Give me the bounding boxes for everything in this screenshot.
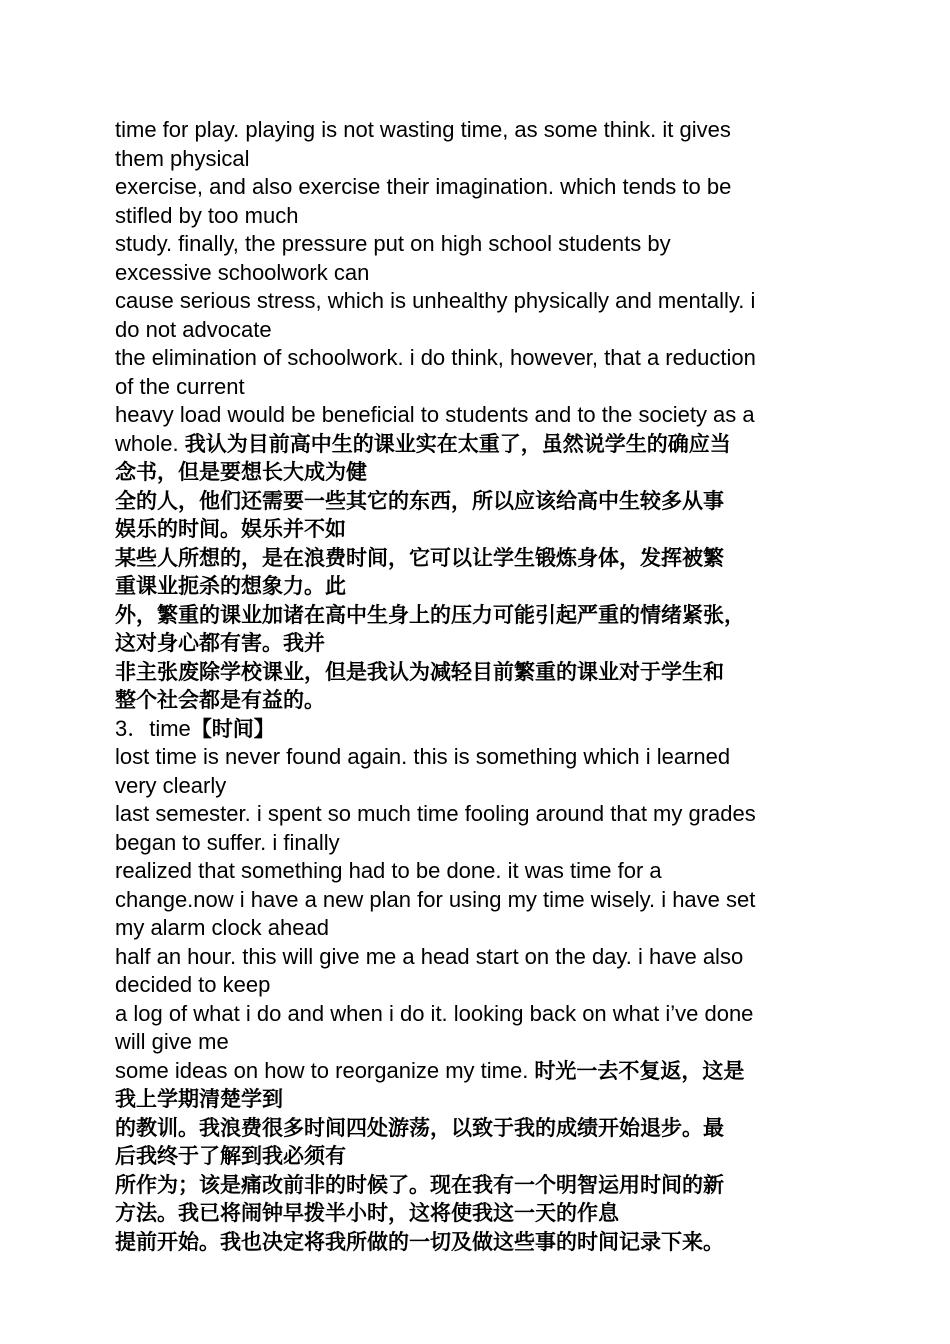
text-line [115,1028,835,1057]
english-text: study. finally, the pressure put on high school students by [115,231,671,256]
text-line [115,743,835,772]
english-text: do not advocate [115,316,272,342]
english-text: them physical [115,145,250,171]
english-text: whole. [115,430,185,456]
text-line [115,772,835,801]
text-line [115,287,835,316]
text-line [115,173,835,202]
text-line [115,1171,835,1200]
text-line [115,943,835,972]
text-line [115,373,835,402]
chinese-text: 娱乐的时间。娱乐并不如 [115,517,346,541]
english-text: stifled by too much [115,202,299,228]
chinese-text: 外，繁重的课业加诸在高中生身上的压力可能引起严重的情绪紧张， [115,602,745,627]
text-line [115,401,835,430]
text-line [115,116,835,145]
text-line [115,886,835,915]
english-text: cause serious stress, which is unhealthy physically and mentally. i [115,288,756,313]
english-text: time for play. playing is not wasting time, as some think. it gives [115,117,731,142]
english-text: 3．time [115,715,191,741]
chinese-text: 所作为；该是痛改前非的时候了。现在我有一个明智运用时间的新 [115,1172,724,1197]
text-line [115,515,835,544]
english-text: began to suffer. i finally [115,829,340,855]
chinese-text: 我上学期清楚学到 [115,1087,283,1111]
text-line [115,829,835,858]
english-text: exercise, and also exercise their imagination. which tends to be [115,174,732,199]
text-line [115,259,835,288]
chinese-text: 这对身心都有害。我并 [115,631,325,655]
english-text: realized that something had to be done. it was time for a [115,858,662,883]
english-text: my alarm clock ahead [115,915,329,940]
chinese-text: 时光一去不复返，这是 [534,1058,745,1083]
english-text: will give me [115,1029,229,1054]
text-line [115,458,835,487]
text-line [115,715,835,744]
chinese-text: 全的人，他们还需要一些其它的东西，所以应该给高中生较多从事 [115,488,724,513]
text-line [115,316,835,345]
text-line [115,629,835,658]
text-line [115,1085,835,1114]
english-text: decided to keep [115,972,271,997]
english-text: change.now i have a new plan for using my time wisely. i have set [115,886,756,912]
text-line [115,971,835,1000]
text-line [115,430,835,459]
text-line [115,1228,835,1257]
text-line [115,914,835,943]
english-text: excessive schoolwork can [115,259,370,285]
chinese-text: 某些人所想的，是在浪费时间，它可以让学生锻炼身体，发挥被繁 [115,545,724,570]
chinese-text: 方法。我已将闹钟早拨半小时，这将使我这一天的作息 [115,1201,619,1225]
chinese-text: 非主张废除学校课业，但是我认为减轻目前繁重的课业对于学生和 [115,659,724,684]
text-line [115,572,835,601]
document-page [115,116,835,1256]
chinese-text: 后我终于了解到我必须有 [115,1144,346,1168]
text-line [115,1057,835,1086]
text-line [115,145,835,174]
chinese-text: 念书，但是要想长大成为健 [115,460,367,484]
english-text: lost time is never found again. this is something which i learned [115,744,731,769]
english-text: a log of what i do and when i do it. looking back on what i’ve done [115,1000,754,1026]
chinese-text: 的教训。我浪费很多时间四处游荡，以致于我的成绩开始退步。最 [115,1115,724,1140]
chinese-text: 重课业扼杀的想象力。此 [115,574,346,598]
english-text: very clearly [115,772,227,798]
text-line [115,1114,835,1143]
text-line [115,1142,835,1171]
chinese-text: 提前开始。我也决定将我所做的一切及做这些事的时间记录下来。 [115,1229,724,1254]
text-line [115,857,835,886]
english-text: the elimination of schoolwork. i do think, however, that a reduction [115,345,756,370]
chinese-text: 整个社会都是有益的。 [115,688,325,712]
text-line [115,1199,835,1228]
english-text: half an hour. this will give me a head start on the day. i have also [115,943,744,969]
english-text: of the current [115,373,245,399]
english-text: heavy load would be beneficial to students and to the society as a [115,402,755,427]
text-line [115,686,835,715]
english-text: some ideas on how to reorganize my time. [115,1057,535,1083]
english-text: last semester. i spent so much time fooling around that my grades [115,801,756,826]
chinese-text: 【时间】 [190,716,275,741]
chinese-text: 我认为目前高中生的课业实在太重了，虽然说学生的确应当 [184,431,731,456]
text-line [115,344,835,373]
text-line [115,601,835,630]
text-line [115,544,835,573]
text-line [115,658,835,687]
text-line [115,1000,835,1029]
text-line [115,487,835,516]
text-line [115,230,835,259]
text-line [115,202,835,231]
text-line [115,800,835,829]
